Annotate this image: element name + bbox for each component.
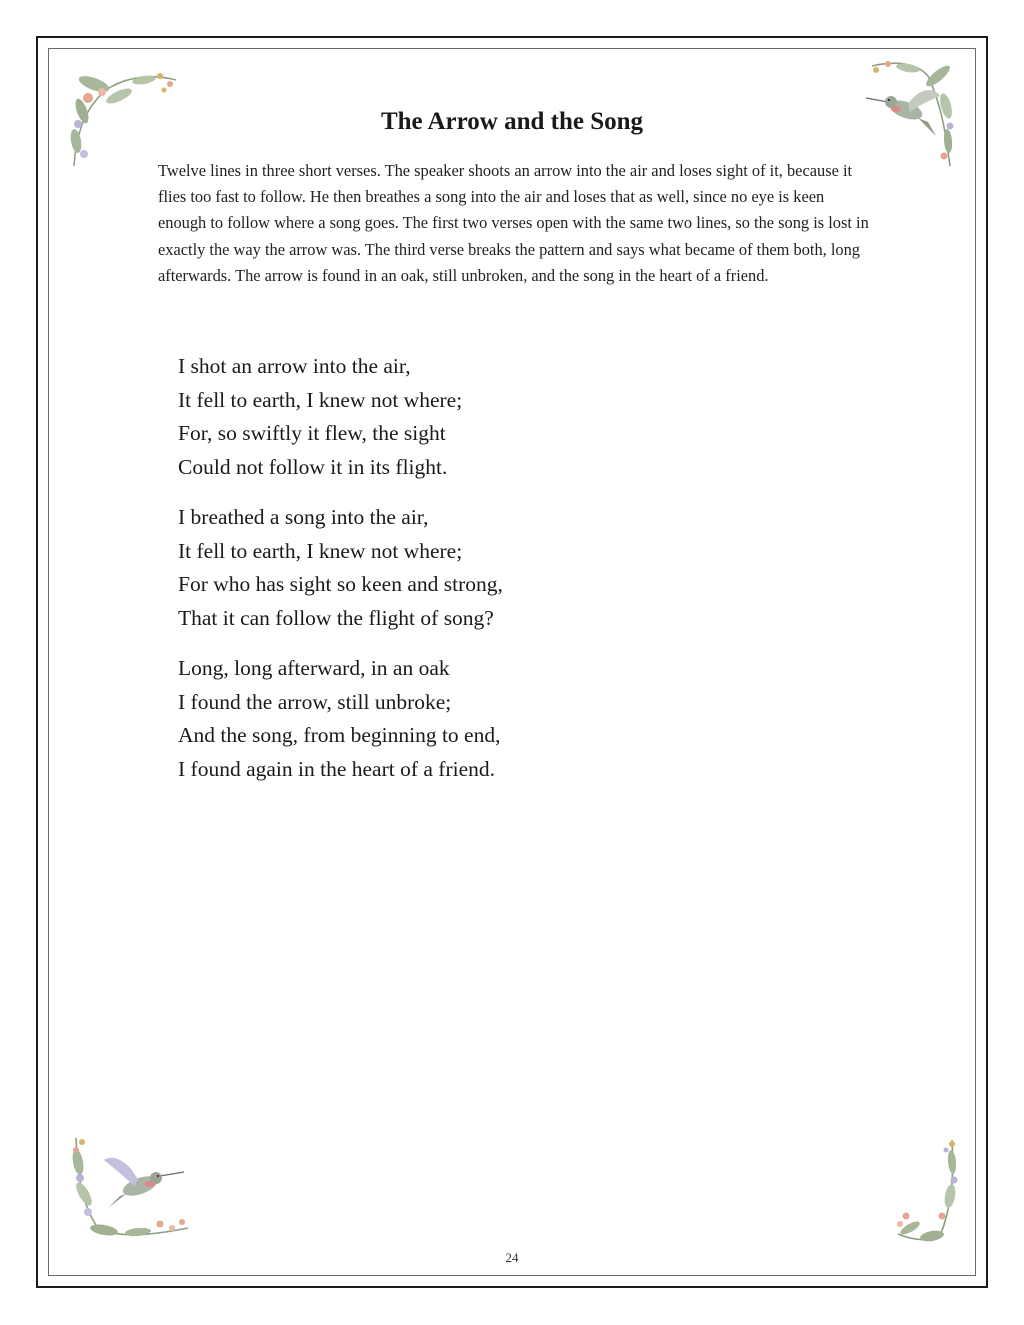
poem-line: I found the arrow, still unbroke;: [178, 689, 452, 714]
poem-summary: Twelve lines in three short verses. The speaker shoots an arrow into the air and loses sight of it, because it flies too fast to follow. He then breathes a song into the air and loses that as well, since no eye is keen enough to follow where a song goes. The first two verses open with the same two lines, so the song is lost in exactly the way the arrow was. The third verse breaks the pattern and says what became of them both, long afterwards. The arrow is found in an oak, still unbroken, and the song in the heart of a friend.: [158, 161, 869, 285]
hummingbird-floral-icon: [68, 1132, 198, 1242]
poem-line: I shot an arrow into the air,: [178, 354, 411, 378]
page-number: 24: [505, 1250, 519, 1265]
floral-corner-icon: [892, 1136, 962, 1246]
poem-line: I breathed a song into the air,: [178, 505, 429, 529]
poem-line: For, so swiftly it flew, the sight: [178, 421, 446, 445]
poem-line: Long, long afterward, in an oak: [178, 656, 450, 680]
poem-line: It fell to earth, I knew not where;: [178, 387, 463, 412]
poem-line: It fell to earth, I knew not where;: [178, 538, 463, 563]
poem-line: Could not follow it in its flight.: [178, 454, 448, 479]
poem-line: For who has sight so keen and strong,: [178, 572, 503, 596]
poem: [178, 350, 818, 803]
stanza: [178, 652, 818, 786]
poem-line: I found again in the heart of a friend.: [178, 756, 495, 781]
stanza: [178, 501, 818, 635]
page-title: The Arrow and the Song: [380, 108, 644, 135]
poem-line: And the song, from beginning to end,: [178, 723, 501, 747]
poem-line: That it can follow the flight of song?: [178, 605, 494, 630]
stanza: [178, 350, 818, 484]
